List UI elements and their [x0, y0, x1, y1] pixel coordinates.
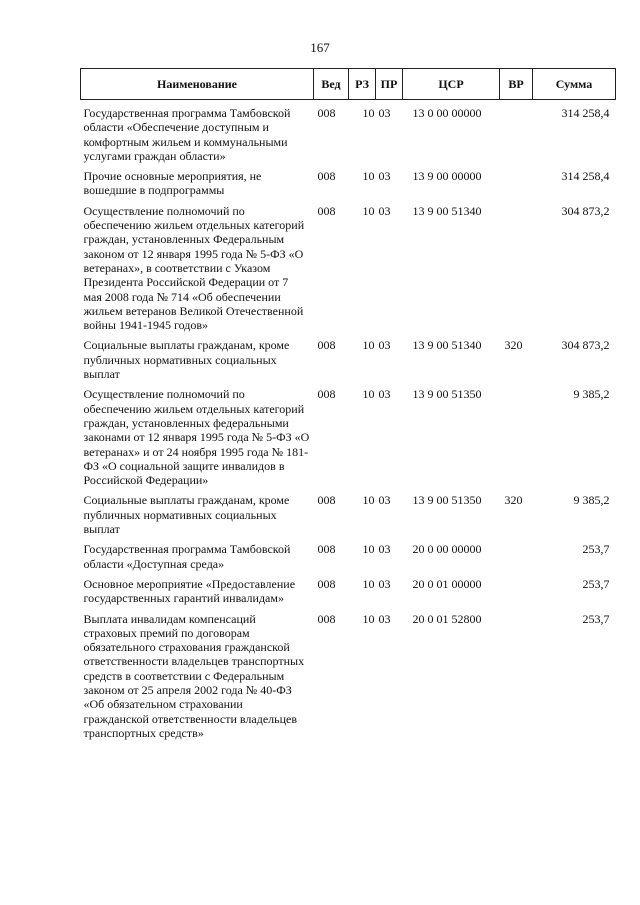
cell-pr: 03 [378, 338, 391, 353]
cell-pr: 03 [378, 169, 391, 184]
cell-csr: 13 9 00 51350 [412, 493, 482, 508]
table-row [81, 381, 616, 487]
cell-ved: 008 [317, 611, 336, 626]
cell-vr [500, 536, 533, 571]
cell-sum: 253,7 [582, 576, 610, 591]
cell-ved: 008 [317, 106, 336, 120]
table-row [81, 536, 616, 571]
cell-csr: 13 9 00 51350 [412, 387, 482, 402]
cell-sum: 9 385,2 [573, 387, 610, 402]
cell-csr: 13 9 00 51340 [412, 203, 482, 218]
cell-rz: 10 [362, 387, 375, 402]
cell-rz: 10 [362, 542, 375, 557]
cell-sum: 314 258,4 [561, 106, 610, 120]
cell-sum: 9 385,2 [573, 493, 610, 508]
cell-name: Выплата инвалидам компенсаций страховых премий по договорам обязательного страхования гражданской ответственности владельцев транспортных средств в соответствии с Федеральным законом от 25 апреля 2002 года № 40-ФЗ «Об обязательном страховании гражданской ответственности владельцев транспортных средств» [83, 611, 305, 740]
cell-pr: 03 [378, 387, 391, 402]
cell-csr: 20 0 00 00000 [412, 542, 482, 557]
table-row [81, 332, 616, 381]
cell-ved: 008 [317, 169, 336, 184]
table-row [81, 163, 616, 198]
cell-vr: 320 [504, 338, 523, 353]
cell-ved: 008 [317, 203, 336, 218]
cell-name: Социальные выплаты гражданам, кроме публичных нормативных социальных выплат [83, 338, 290, 382]
cell-vr [500, 606, 533, 741]
table-row [81, 487, 616, 536]
table-header-row [81, 69, 616, 100]
cell-rz: 10 [362, 611, 375, 626]
cell-sum: 304 873,2 [561, 338, 610, 353]
table-row [81, 100, 616, 164]
cell-name: Государственная программа Тамбовской области «Доступная среда» [83, 542, 291, 571]
header-sum: Сумма [533, 69, 616, 100]
cell-pr: 03 [378, 576, 391, 591]
cell-vr: 320 [504, 493, 523, 508]
header-pr: ПР [376, 69, 403, 100]
cell-pr: 03 [378, 611, 391, 626]
header-name: Наименование [81, 69, 314, 100]
header-rz: РЗ [349, 69, 376, 100]
cell-name: Прочие основные мероприятия, не вошедшие в подпрограммы [83, 169, 262, 198]
cell-rz: 10 [362, 106, 375, 120]
cell-sum: 253,7 [582, 611, 610, 626]
cell-ved: 008 [317, 387, 336, 402]
cell-pr: 03 [378, 203, 391, 218]
cell-rz: 10 [362, 576, 375, 591]
cell-name: Осуществление полномочий по обеспечению жильем отдельных категорий граждан, установленных федеральными законами от 12 января 1995 года № 5-ФЗ «О ветеранах» и от 24 ноября 1995 года № 181-ФЗ «О социальной защите инвалидов в Российской Федерации» [83, 387, 310, 488]
header-vr: ВР [500, 69, 533, 100]
cell-ved: 008 [317, 338, 336, 353]
cell-sum: 253,7 [582, 542, 610, 557]
page-number: 167 [310, 40, 330, 55]
table-row [81, 606, 616, 741]
header-ved: Вед [314, 69, 349, 100]
header-csr: ЦСР [403, 69, 500, 100]
cell-rz: 10 [362, 169, 375, 184]
cell-csr: 20 0 01 52800 [412, 611, 482, 626]
cell-csr: 13 9 00 00000 [412, 169, 482, 184]
cell-vr [500, 381, 533, 487]
budget-table [80, 68, 616, 740]
cell-vr [500, 198, 533, 333]
cell-name: Государственная программа Тамбовской области «Обеспечение доступным и комфортным жильем и коммунальными услугами граждан области» [83, 106, 291, 163]
cell-name: Социальные выплаты гражданам, кроме публичных нормативных социальных выплат [83, 493, 290, 537]
cell-rz: 10 [362, 338, 375, 353]
cell-vr [500, 100, 533, 164]
cell-ved: 008 [317, 542, 336, 557]
cell-sum: 304 873,2 [561, 203, 610, 218]
cell-csr: 20 0 01 00000 [412, 576, 482, 591]
cell-vr [500, 571, 533, 606]
cell-pr: 03 [378, 106, 391, 120]
table-header [81, 69, 616, 100]
cell-rz: 10 [362, 493, 375, 508]
cell-vr [500, 163, 533, 198]
table-row [81, 571, 616, 606]
cell-pr: 03 [378, 493, 391, 508]
cell-name: Основное мероприятие «Предоставление государственных гарантий инвалидам» [83, 576, 296, 606]
cell-ved: 008 [317, 576, 336, 591]
cell-rz: 10 [362, 203, 375, 218]
cell-pr: 03 [378, 542, 391, 557]
table-body [81, 100, 616, 741]
cell-sum: 314 258,4 [561, 169, 610, 184]
cell-csr: 13 0 00 00000 [412, 106, 482, 120]
table-row [81, 198, 616, 333]
cell-ved: 008 [317, 493, 336, 508]
cell-name: Осуществление полномочий по обеспечению жильем отдельных категорий граждан, установленных Федеральным законом от 12 января 1995 года № 5-ФЗ «О ветеранах», в соответствии с Указом Президента Российской Федерации от 7 мая 2008 года № 714 «Об обеспечении жильем ветеранов Великой Отечественной войны 1941-1945 годов» [83, 203, 305, 333]
cell-csr: 13 9 00 51340 [412, 338, 482, 353]
